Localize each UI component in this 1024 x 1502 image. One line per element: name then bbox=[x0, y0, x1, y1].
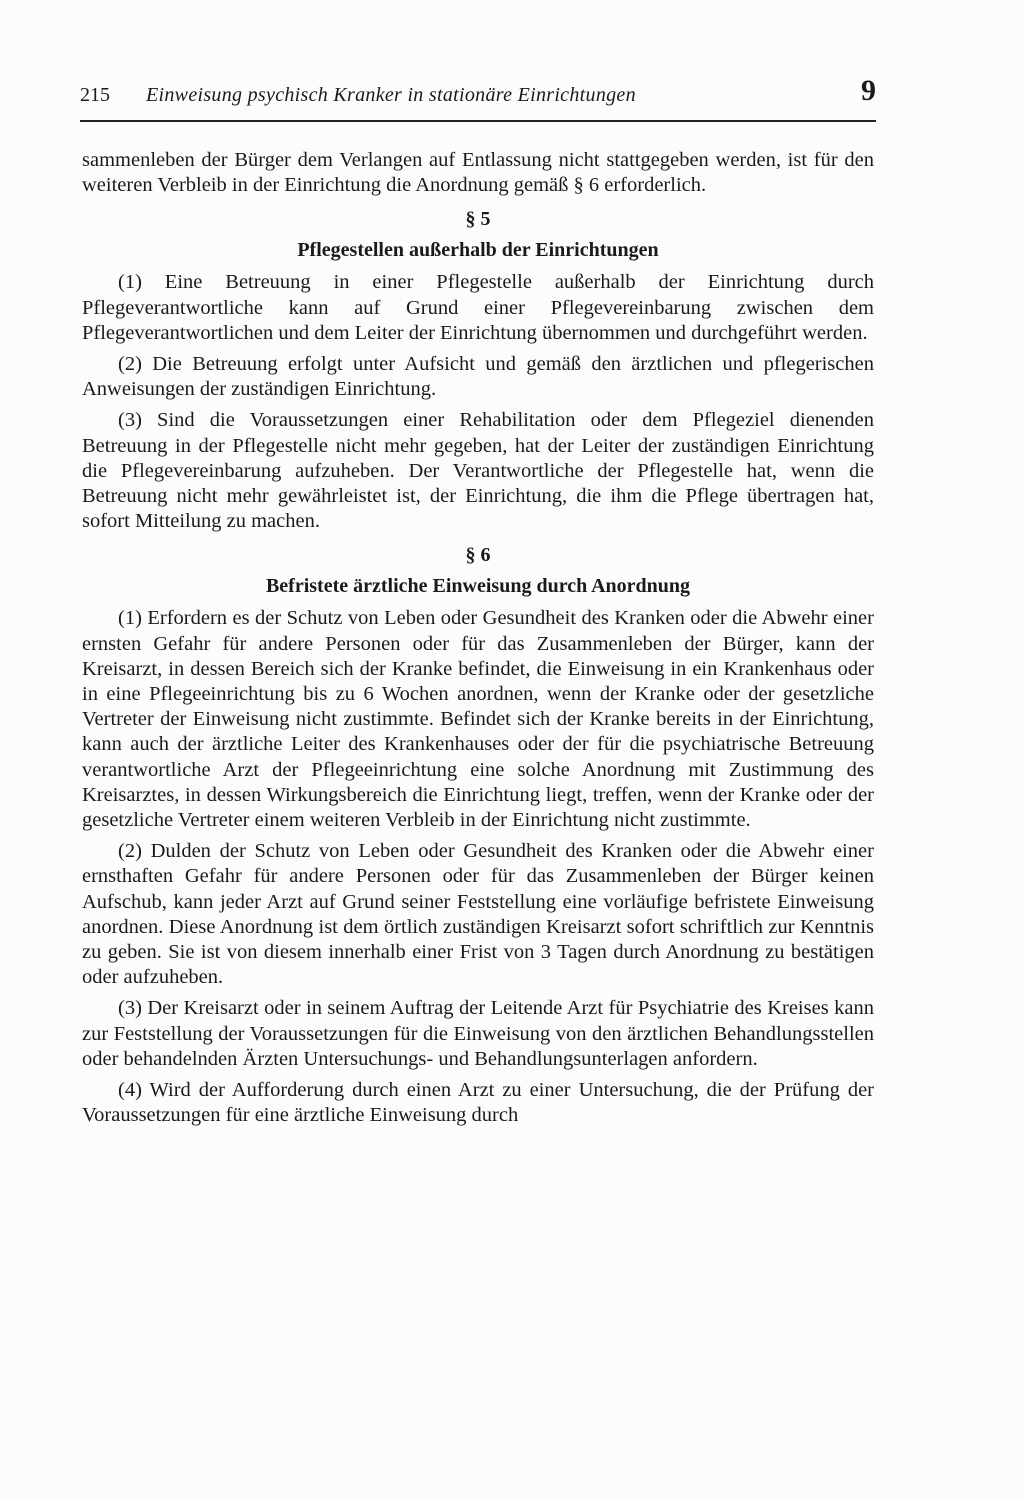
section-5-heading: Pflegestellen außerhalb der Einrichtungen bbox=[297, 239, 659, 262]
section-6-paragraph-4: (4) Wird der Aufforderung durch einen Arzt zu einer Untersuchung, die der Prüfung der Voraussetzungen für eine ärztliche Einweisung durch bbox=[82, 1079, 874, 1127]
section-6-mark: § 6 bbox=[465, 544, 491, 567]
section-number: 9 bbox=[861, 74, 876, 107]
section-6-paragraph-2: (2) Dulden der Schutz von Leben oder Gesundheit des Kranken oder die Abwehr einer ernsthaften Gefahr für andere Personen oder für das Zusammenleben der Bürger keinen Aufschub, kann jeder Arzt auf Grund seiner Feststellung eine vorläufige befristete Einweisung anordnen. Diese Anordnung ist dem örtlich zuständigen Kreisarzt sofort schriftlich zur Kenntnis zu geben. Sie ist von diesem innerhalb einer Frist von 3 Tagen durch Anordnung zu bestätigen oder aufzuheben. bbox=[82, 840, 874, 989]
page-number: 215 bbox=[80, 84, 110, 106]
section-6-paragraph-3: (3) Der Kreisarzt oder in seinem Auftrag der Leitende Arzt für Psychiatrie des Kreises kann zur Feststellung der Voraussetzungen für die Einweisung von den ärztlichen Behandlungsstellen oder behandelnden Ärzten Untersuchungs- und Behandlungsunterlagen anfordern. bbox=[82, 997, 874, 1070]
section-5-paragraph-3: (3) Sind die Voraussetzungen einer Rehabilitation oder dem Pflegeziel dienenden Betreuung in der Pflegestelle nicht mehr gegeben, hat der Leiter der zuständigen Einrichtung die Pflegevereinbarung aufzuheben. Der Verantwortliche der Pflegestelle hat, wenn die Betreuung nicht mehr gewährleistet ist, der Einrichtung, die ihm die Pflege übertragen hat, sofort Mitteilung zu machen. bbox=[82, 409, 874, 533]
section-6-paragraph-1: (1) Erfordern es der Schutz von Leben oder Gesundheit des Kranken oder die Abwehr einer ernsten Gefahr für andere Personen oder für das Zusammenleben der Bürger, kann der Kreisarzt, in dessen Bereich sich der Kranke befindet, die Einweisung in ein Krankenhaus oder in eine Pflegeeinrichtung bis zu 6 Wochen anordnen, wenn der Kranke oder der gesetzliche Vertreter der Einweisung nicht zustimmte. Befindet sich der Kranke bereits in der Einrichtung, kann auch der ärztliche Leiter des Krankenhauses oder der für die psychiatrische Betreuung verantwortliche Arzt der Pflegeeinrichtung eine solche Anordnung mit Zustimmung des Kreisarztes, in dessen Wirkungsbereich die Einrichtung liegt, treffen, wenn der Kranke oder der gesetzliche Vertreter einem weiteren Verbleib in der Einrichtung nicht zustimmte. bbox=[82, 607, 874, 832]
page-header bbox=[80, 74, 876, 122]
section-5-paragraph-1: (1) Eine Betreuung in einer Pflegestelle außerhalb der Einrichtung durch Pflegeverantwortliche kann auf Grund einer Pflegevereinbarung zwischen dem Pflegeverantwortlichen und dem Leiter der Einrichtung übernommen und durchgeführt werden. bbox=[82, 271, 874, 344]
section-5-paragraph-2: (2) Die Betreuung erfolgt unter Aufsicht und gemäß den ärztlichen und pflegerischen Anweisungen der zuständigen Einrichtung. bbox=[82, 353, 874, 401]
intro-paragraph: sammenleben der Bürger dem Verlangen auf Entlassung nicht stattgegeben werden, ist für den weiteren Verbleib in der Einrichtung die Anordnung gemäß § 6 erforderlich. bbox=[82, 149, 874, 197]
section-6-heading: Befristete ärztliche Einweisung durch Anordnung bbox=[265, 575, 691, 598]
page-body bbox=[82, 148, 874, 1129]
running-title: Einweisung psychisch Kranker in stationäre Einrichtungen bbox=[146, 84, 636, 106]
section-5-mark: § 5 bbox=[465, 208, 491, 231]
